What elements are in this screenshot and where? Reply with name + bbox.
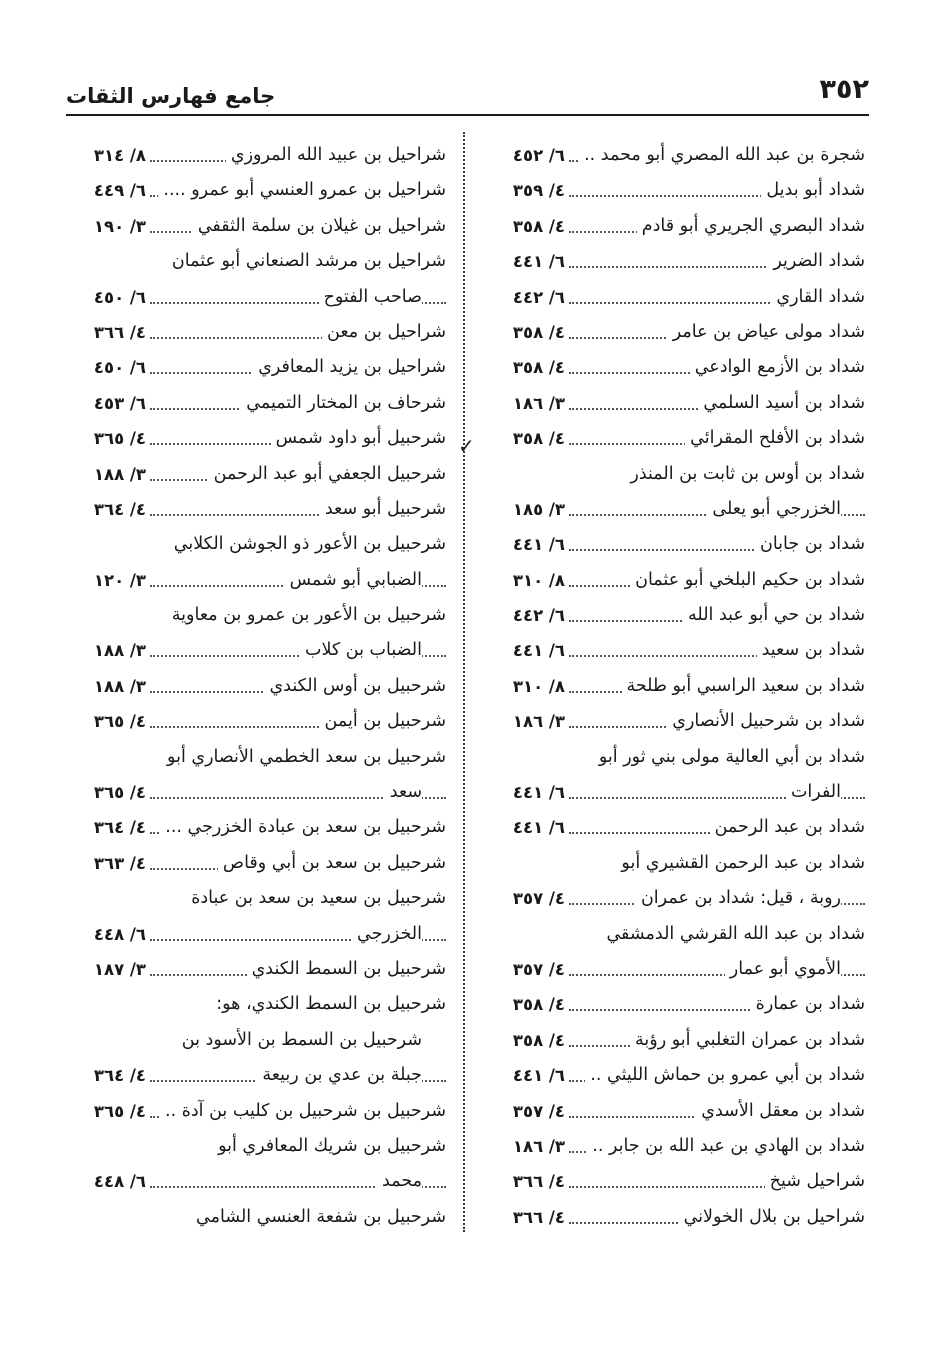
entry-reference: ٣/ ١٨٦	[512, 712, 565, 732]
index-entry	[485, 527, 865, 562]
entry-reference: ٤/ ٣٥٧	[512, 1101, 565, 1121]
entry-reference: ٤/ ٣٦٥	[93, 429, 146, 449]
index-entry	[485, 1164, 865, 1199]
entry-name: شراحيل بن بلال الخولاني	[679, 1200, 865, 1235]
entry-reference: ٦/ ٤٤٢	[512, 287, 565, 307]
entry-reference: ٤/ ٣٦٣	[93, 853, 146, 873]
entry-name: شداد بن الهادي بن عبد الله بن جابر ..	[587, 1129, 865, 1164]
entry-reference: ٦/ ٤٥٢	[512, 146, 565, 165]
index-entry	[66, 740, 446, 775]
entry-name: صاحب الفتوح	[319, 280, 422, 315]
index-entry	[66, 280, 446, 315]
index-entry	[485, 563, 865, 598]
entry-name: شداد بن سعيد الراسبي أبو طلحة	[622, 669, 866, 704]
index-entry	[66, 1023, 446, 1058]
index-entry	[66, 881, 446, 916]
index-entry	[485, 881, 865, 916]
index-entry	[66, 563, 446, 598]
entry-reference: ٤/ ٣٦٤	[93, 818, 146, 838]
index-entry	[485, 209, 865, 244]
index-entry	[66, 386, 446, 421]
entry-reference: ٦/ ٤٤٨	[93, 924, 146, 944]
handwritten-check-mark-icon: ✓	[458, 434, 475, 458]
entry-reference: ٤/ ٣٦٥	[93, 712, 146, 732]
entry-reference: ٣/ ١٩٠	[93, 216, 146, 236]
index-entry	[485, 244, 865, 279]
entry-name: شراحيل بن معن	[322, 315, 446, 350]
entry-reference: ٤/ ٣٦٥	[93, 1101, 146, 1121]
entry-name: شرحبيل بن السمط الكندي	[247, 952, 446, 987]
entry-name: شرحبيل بن شريك المعافري أبو	[213, 1129, 446, 1164]
entry-name: شرحبيل بن السمط الكندي، هو:	[211, 987, 446, 1022]
entry-name: شداد بن عبد الله القرشي الدمشقي	[601, 917, 865, 952]
entry-reference: ٤/ ٣٥٨	[512, 1030, 565, 1050]
entry-name: شداد بن عمران التغلبي أبو رؤبة	[630, 1023, 865, 1058]
entry-reference: ٦/ ٤٤٨	[93, 1172, 146, 1192]
entry-name: شداد بن حكيم البلخي أبو عثمان	[630, 563, 865, 598]
entry-reference: ٤/ ٣٥٨	[512, 429, 565, 449]
entry-reference: ٦/ ٤٤٩	[93, 181, 146, 201]
index-entry	[66, 350, 446, 385]
entry-reference: ٣/ ١٨٨	[93, 641, 146, 661]
index-entry	[66, 810, 446, 845]
entry-name: شداد بن شرحبيل الأنصاري	[667, 704, 865, 739]
index-entry	[485, 138, 865, 173]
index-column-left	[66, 138, 446, 1235]
entry-name: شرحبيل بن السمط بن الأسود بن	[177, 1023, 422, 1058]
entry-reference: ٦/ ٤٤١	[512, 252, 565, 272]
entry-reference: ٤/ ٣٦٤	[93, 1066, 146, 1086]
entry-name: شداد بن أوس بن ثابت بن المنذر	[625, 457, 865, 492]
entry-name: الضباب بن كلاب	[300, 633, 422, 668]
entry-reference: ٦/ ٤٤١	[512, 818, 565, 838]
entry-name: شرحبيل بن الأعور بن عمرو بن معاوية	[167, 598, 446, 633]
entry-reference: ٤/ ٣٥٧	[512, 959, 565, 979]
index-entry	[485, 987, 865, 1022]
entry-reference: ٦/ ٤٤١	[512, 783, 565, 803]
page-number: ٣٥٢	[819, 74, 869, 105]
index-entry	[485, 492, 865, 527]
index-entry	[66, 633, 446, 668]
index-entry	[66, 138, 446, 173]
index-entry	[66, 209, 446, 244]
running-title: جامع فهارس الثقات	[66, 84, 276, 108]
index-entry	[485, 1200, 865, 1235]
entry-name: شجرة بن عبد الله المصري أبو محمد ..	[579, 138, 865, 173]
entry-name: شداد البصري الجريري أبو قادم	[637, 209, 865, 244]
index-entry	[66, 1094, 446, 1129]
entry-reference: ٨/ ٣١٤	[93, 146, 146, 165]
entry-name: شرحبيل بن أيمن	[320, 704, 446, 739]
index-column-right	[485, 138, 865, 1235]
index-entry	[485, 1023, 865, 1058]
entry-name: شرحبيل بن شفعة العنسي الشامي	[191, 1200, 446, 1235]
entry-name: شرحبيل بن سعد بن أبي وقاص	[218, 846, 446, 881]
index-entry	[485, 457, 865, 492]
index-entry	[66, 457, 446, 492]
entry-reference: ٨/ ٣١٠	[512, 570, 565, 590]
index-entry	[485, 421, 865, 456]
index-entry	[485, 280, 865, 315]
entry-name: شراحيل بن عبيد الله المروزي	[226, 138, 446, 173]
entry-reference: ٣/ ١٨٥	[512, 499, 565, 519]
entry-name: الخزرجي أبو يعلى	[707, 492, 841, 527]
entry-name: شداد أبو بديل	[761, 173, 865, 208]
entry-reference: ٤/ ٣٦٦	[512, 1172, 565, 1192]
entry-name: شداد بن أبي العالية مولى بني ثور أبو	[594, 740, 865, 775]
entry-name: شداد بن أبي عمرو بن حماش الليثي ..	[585, 1058, 865, 1093]
index-entry	[485, 350, 865, 385]
entry-reference: ٦/ ٤٤١	[512, 641, 565, 661]
index-entry	[66, 987, 446, 1022]
entry-reference: ٤/ ٣٥٩	[512, 181, 565, 201]
entry-name: روبة ، قيل: شداد بن عمران	[636, 881, 841, 916]
index-entry	[66, 1058, 446, 1093]
entry-name: شداد بن جابان	[755, 527, 865, 562]
entry-name: شرحبيل بن سعيد بن سعد بن عبادة	[186, 881, 446, 916]
entry-reference: ٤/ ٣٥٧	[512, 889, 565, 909]
index-entry	[66, 917, 446, 952]
index-entry	[485, 740, 865, 775]
entry-reference: ٣/ ١٢٠	[93, 570, 146, 590]
entry-name: شراحيل بن يزيد المعافري	[253, 350, 446, 385]
entry-reference: ٣/ ١٨٦	[512, 1136, 565, 1156]
entry-name: شداد بن عبد الرحمن	[710, 810, 865, 845]
index-entry	[485, 810, 865, 845]
entry-name: شرحاف بن المختار التميمي	[241, 386, 446, 421]
entry-reference: ٦/ ٤٤١	[512, 1066, 565, 1086]
index-entry	[485, 386, 865, 421]
entry-reference: ٣/ ١٨٧	[93, 959, 146, 979]
index-entry	[485, 846, 865, 881]
entry-name: شرحبيل أبو سعد	[320, 492, 446, 527]
index-entry	[66, 846, 446, 881]
entry-reference: ٣/ ١٨٨	[93, 676, 146, 696]
index-entry	[485, 1129, 865, 1164]
entry-name: شرحبيل بن سعد الخطمي الأنصاري أبو	[162, 740, 446, 775]
index-entry	[66, 775, 446, 810]
entry-name: الضبابي أبو شمس	[285, 563, 422, 598]
entry-reference: ٤/ ٣٦٥	[93, 783, 146, 803]
index-entry	[66, 421, 446, 456]
entry-name: شراحيل بن غيلان بن سلمة الثقفي	[193, 209, 446, 244]
entry-name: الأموي أبو عمار	[725, 952, 841, 987]
entry-reference: ٤/ ٣٦٤	[93, 499, 146, 519]
entry-reference: ٦/ ٤٤١	[512, 535, 565, 555]
index-entry	[485, 633, 865, 668]
index-entry	[66, 952, 446, 987]
entry-reference: ٤/ ٣٥٨	[512, 216, 565, 236]
index-entry	[66, 1200, 446, 1235]
entry-name: شداد مولى عياض بن عامر	[668, 315, 865, 350]
index-entry	[485, 669, 865, 704]
index-entry	[485, 1058, 865, 1093]
entry-name: جبلة بن عدي بن ربيعة	[257, 1058, 422, 1093]
entry-reference: ٤/ ٣٥٨	[512, 358, 565, 378]
index-entry	[66, 173, 446, 208]
entry-name: شرحبيل بن أوس الكندي	[264, 669, 446, 704]
entry-name: شداد بن سعيد	[757, 633, 865, 668]
entry-name: شداد القاري	[771, 280, 865, 315]
entry-reference: ٣/ ١٨٦	[512, 393, 565, 413]
entry-reference: ٤/ ٣٥٨	[512, 995, 565, 1015]
page-header	[66, 66, 869, 116]
entry-reference: ٦/ ٤٤٢	[512, 606, 565, 626]
entry-name: شرحبيل بن شرحبيل بن كليب بن آدة ..	[160, 1094, 446, 1129]
entry-name: شداد الضرير	[768, 244, 865, 279]
entry-reference: ٤/ ٣٥٨	[512, 322, 565, 342]
index-entry	[66, 1129, 446, 1164]
entry-name: الخزرجي	[352, 917, 422, 952]
entry-name: شداد بن عبد الرحمن القشيري أبو	[616, 846, 865, 881]
entry-name: شداد بن أسيد السلمي	[698, 386, 865, 421]
index-entry	[66, 704, 446, 739]
entry-name: سعد	[385, 775, 422, 810]
entry-name: شداد بن الأزمع الوادعي	[690, 350, 865, 385]
entry-name: محمد	[377, 1164, 422, 1199]
entry-name: شداد بن عمارة	[751, 987, 865, 1022]
entry-name: شرحبيل بن سعد بن عبادة الخزرجي ...	[160, 810, 446, 845]
entry-name: شرحبيل بن الأعور ذو الجوشن الكلابي	[169, 527, 446, 562]
entry-reference: ٦/ ٤٥٣	[93, 393, 146, 413]
entry-reference: ٤/ ٣٦٦	[93, 322, 146, 342]
entry-name: شداد بن الأفلح المقرائي	[685, 421, 865, 456]
entry-reference: ٦/ ٤٥٠	[93, 287, 146, 307]
index-entry	[485, 1094, 865, 1129]
entry-reference: ٨/ ٣١٠	[512, 676, 565, 696]
index-entry	[485, 917, 865, 952]
entry-name: شراحيل بن عمرو العنسي أبو عمرو ....	[158, 173, 446, 208]
entry-reference: ٤/ ٣٦٦	[512, 1207, 565, 1227]
entry-name: شداد بن حي أبو عبد الله	[683, 598, 865, 633]
entry-name: شرحبيل أبو داود شمس	[271, 421, 446, 456]
index-entry	[485, 775, 865, 810]
index-entry	[485, 315, 865, 350]
index-entry	[485, 598, 865, 633]
entry-reference: ٣/ ١٨٨	[93, 464, 146, 484]
index-entry	[485, 952, 865, 987]
entry-reference: ٦/ ٤٥٠	[93, 358, 146, 378]
index-entry	[66, 244, 446, 279]
index-entry	[66, 1164, 446, 1199]
entry-name: شرحبيل الجعفي أبو عبد الرحمن	[209, 457, 446, 492]
index-entry	[485, 173, 865, 208]
entry-name: شراحيل شيخ	[765, 1164, 865, 1199]
index-entry	[66, 492, 446, 527]
index-entry	[485, 704, 865, 739]
entry-name: الفرات	[786, 775, 841, 810]
entry-name: شداد بن معقل الأسدي	[696, 1094, 865, 1129]
index-entry	[66, 315, 446, 350]
index-entry	[66, 669, 446, 704]
entry-name: شراحيل بن مرشد الصنعاني أبو عثمان	[167, 244, 446, 279]
index-entry	[66, 598, 446, 633]
index-entry	[66, 527, 446, 562]
column-divider	[463, 132, 465, 1232]
